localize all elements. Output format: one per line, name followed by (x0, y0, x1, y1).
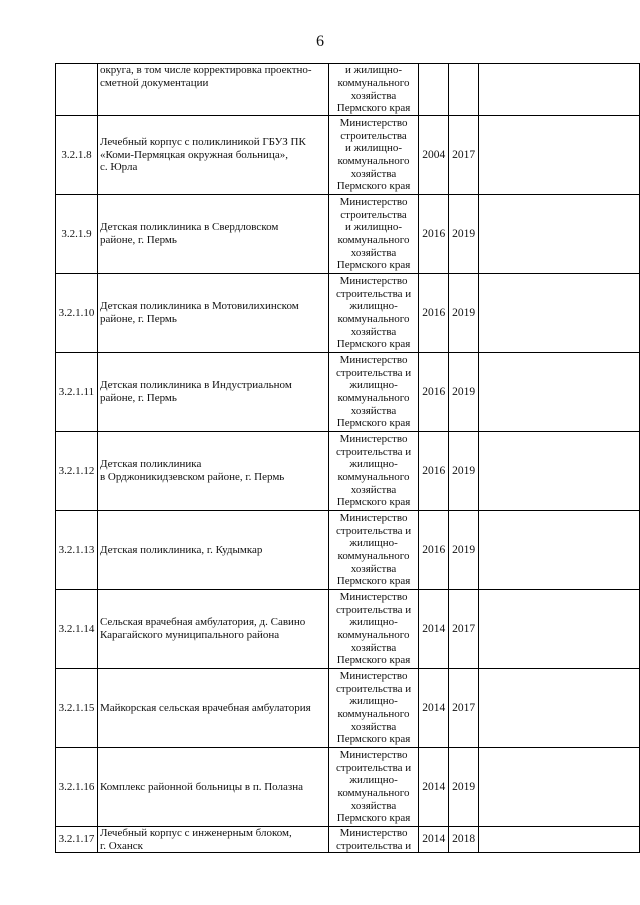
responsible-cell: Министерство строительства и (328, 827, 418, 853)
object-name-cell: Сельская врачебная амбулатория, д. Савино Карагайского муниципального района (97, 590, 328, 669)
responsible-cell: Министерство строительства и жилищно- коммунального хозяйства Пермского края (328, 116, 418, 195)
row-number-cell: 3.2.1.12 (56, 432, 98, 511)
responsible-cell: и жилищно- коммунального хозяйства Пермского края (328, 64, 418, 116)
table-row (56, 590, 640, 669)
end-year-cell: 2019 (449, 748, 479, 827)
start-year-cell: 2016 (419, 432, 449, 511)
empty-cell (479, 432, 640, 511)
end-year-cell: 2017 (449, 116, 479, 195)
end-year-cell: 2019 (449, 511, 479, 590)
end-year-cell: 2017 (449, 669, 479, 748)
end-year-cell: 2019 (449, 195, 479, 274)
object-name-cell: Майкорская сельская врачебная амбулатория (97, 669, 328, 748)
table-row (56, 274, 640, 353)
responsible-cell: Министерство строительства и жилищно- коммунального хозяйства Пермского края (328, 669, 418, 748)
table-row (56, 669, 640, 748)
row-number-cell: 3.2.1.13 (56, 511, 98, 590)
row-number-cell: 3.2.1.11 (56, 353, 98, 432)
empty-cell (479, 669, 640, 748)
table-row (56, 511, 640, 590)
object-name-cell: Детская поликлиника в Мотовилихинском районе, г. Пермь (97, 274, 328, 353)
start-year-cell (419, 64, 449, 116)
responsible-cell: Министерство строительства и жилищно- коммунального хозяйства Пермского края (328, 195, 418, 274)
row-number-cell: 3.2.1.9 (56, 195, 98, 274)
empty-cell (479, 195, 640, 274)
start-year-cell: 2004 (419, 116, 449, 195)
start-year-cell: 2014 (419, 827, 449, 853)
start-year-cell: 2014 (419, 669, 449, 748)
empty-cell (479, 827, 640, 853)
table-row (56, 195, 640, 274)
end-year-cell: 2018 (449, 827, 479, 853)
empty-cell (479, 590, 640, 669)
row-number-cell (56, 64, 98, 116)
row-number-cell: 3.2.1.15 (56, 669, 98, 748)
table-row (56, 827, 640, 853)
empty-cell (479, 353, 640, 432)
row-number-cell: 3.2.1.14 (56, 590, 98, 669)
start-year-cell: 2014 (419, 590, 449, 669)
object-name-cell: Детская поликлиника, г. Кудымкар (97, 511, 328, 590)
table-row (56, 432, 640, 511)
empty-cell (479, 748, 640, 827)
object-name-cell: Лечебный корпус с поликлиникой ГБУЗ ПК «Коми-Пермяцкая окружная больница», с. Юрла (97, 116, 328, 195)
start-year-cell: 2016 (419, 353, 449, 432)
table-row (56, 748, 640, 827)
row-number-cell: 3.2.1.8 (56, 116, 98, 195)
empty-cell (479, 511, 640, 590)
responsible-cell: Министерство строительства и жилищно- коммунального хозяйства Пермского края (328, 274, 418, 353)
start-year-cell: 2016 (419, 195, 449, 274)
page-number: 6 (316, 33, 324, 50)
row-number-cell: 3.2.1.16 (56, 748, 98, 827)
end-year-cell: 2019 (449, 274, 479, 353)
responsible-cell: Министерство строительства и жилищно- коммунального хозяйства Пермского края (328, 748, 418, 827)
end-year-cell: 2019 (449, 432, 479, 511)
object-name-cell: Комплекс районной больницы в п. Полазна (97, 748, 328, 827)
responsible-cell: Министерство строительства и жилищно- коммунального хозяйства Пермского края (328, 353, 418, 432)
object-name-cell: Детская поликлиника в Индустриальном районе, г. Пермь (97, 353, 328, 432)
start-year-cell: 2016 (419, 511, 449, 590)
measures-table (55, 63, 640, 853)
responsible-cell: Министерство строительства и жилищно- коммунального хозяйства Пермского края (328, 432, 418, 511)
row-number-cell: 3.2.1.17 (56, 827, 98, 853)
empty-cell (479, 274, 640, 353)
end-year-cell: 2017 (449, 590, 479, 669)
object-name-cell: Детская поликлиника в Свердловском районе, г. Пермь (97, 195, 328, 274)
start-year-cell: 2016 (419, 274, 449, 353)
start-year-cell: 2014 (419, 748, 449, 827)
empty-cell (479, 116, 640, 195)
table-row (56, 116, 640, 195)
table-row (56, 353, 640, 432)
row-number-cell: 3.2.1.10 (56, 274, 98, 353)
object-name-cell: округа, в том числе корректировка проектно- сметной документации (97, 64, 328, 116)
responsible-cell: Министерство строительства и жилищно- коммунального хозяйства Пермского края (328, 590, 418, 669)
object-name-cell: Детская поликлиника в Орджоникидзевском районе, г. Пермь (97, 432, 328, 511)
empty-cell (479, 64, 640, 116)
end-year-cell: 2019 (449, 353, 479, 432)
object-name-cell: Лечебный корпус с инженерным блоком, г. Оханск (97, 827, 328, 853)
end-year-cell (449, 64, 479, 116)
table-row (56, 64, 640, 116)
responsible-cell: Министерство строительства и жилищно- коммунального хозяйства Пермского края (328, 511, 418, 590)
